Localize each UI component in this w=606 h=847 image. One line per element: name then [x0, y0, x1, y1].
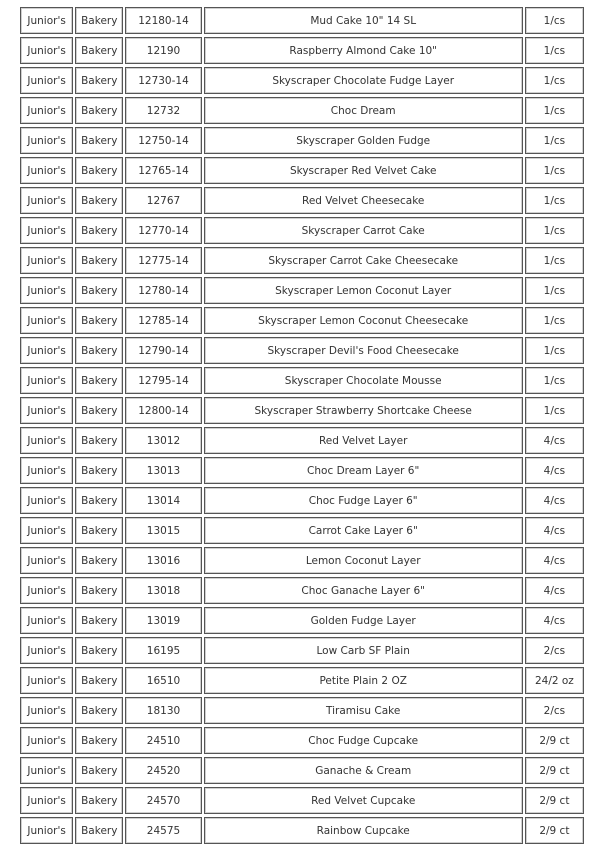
item-number-cell: 13015: [125, 517, 201, 544]
category-cell: Bakery: [75, 337, 123, 364]
description-cell: Skyscraper Strawberry Shortcake Cheese: [204, 397, 523, 424]
item-number-cell: 24575: [125, 817, 201, 844]
table-row: [20, 247, 584, 274]
pack-size-cell: 2/cs: [525, 697, 584, 724]
pack-size-cell: 1/cs: [525, 277, 584, 304]
table-row: [20, 397, 584, 424]
item-number-cell: 12730-14: [125, 67, 201, 94]
table-row: [20, 427, 584, 454]
description-cell: Skyscraper Carrot Cake: [204, 217, 523, 244]
category-cell: Bakery: [75, 487, 123, 514]
category-cell: Bakery: [75, 697, 123, 724]
category-cell: Bakery: [75, 607, 123, 634]
brand-cell: Junior's: [20, 67, 73, 94]
category-cell: Bakery: [75, 757, 123, 784]
table-row: [20, 817, 584, 844]
category-cell: Bakery: [75, 37, 123, 64]
description-cell: Skyscraper Chocolate Mousse: [204, 367, 523, 394]
description-cell: Tiramisu Cake: [204, 697, 523, 724]
item-number-cell: 13012: [125, 427, 201, 454]
item-number-cell: 13019: [125, 607, 201, 634]
category-cell: Bakery: [75, 457, 123, 484]
pack-size-cell: 1/cs: [525, 307, 584, 334]
description-cell: Carrot Cake Layer 6": [204, 517, 523, 544]
pack-size-cell: 1/cs: [525, 97, 584, 124]
description-cell: Skyscraper Chocolate Fudge Layer: [204, 67, 523, 94]
description-cell: Petite Plain 2 OZ: [204, 667, 523, 694]
table-row: [20, 667, 584, 694]
brand-cell: Junior's: [20, 637, 73, 664]
brand-cell: Junior's: [20, 667, 73, 694]
item-number-cell: 16195: [125, 637, 201, 664]
pack-size-cell: 2/9 ct: [525, 757, 584, 784]
pack-size-cell: 4/cs: [525, 577, 584, 604]
pack-size-cell: 4/cs: [525, 457, 584, 484]
brand-cell: Junior's: [20, 547, 73, 574]
pack-size-cell: 1/cs: [525, 187, 584, 214]
category-cell: Bakery: [75, 667, 123, 694]
table-row: [20, 67, 584, 94]
category-cell: Bakery: [75, 217, 123, 244]
description-cell: Choc Dream Layer 6": [204, 457, 523, 484]
item-number-cell: 24510: [125, 727, 201, 754]
item-number-cell: 12785-14: [125, 307, 201, 334]
description-cell: Mud Cake 10" 14 SL: [204, 7, 523, 34]
table-row: [20, 787, 584, 814]
description-cell: Skyscraper Golden Fudge: [204, 127, 523, 154]
item-number-cell: 12790-14: [125, 337, 201, 364]
brand-cell: Junior's: [20, 577, 73, 604]
brand-cell: Junior's: [20, 397, 73, 424]
table-row: [20, 727, 584, 754]
description-cell: Choc Ganache Layer 6": [204, 577, 523, 604]
table-row: [20, 637, 584, 664]
pack-size-cell: 4/cs: [525, 607, 584, 634]
brand-cell: Junior's: [20, 607, 73, 634]
table-row: [20, 7, 584, 34]
brand-cell: Junior's: [20, 217, 73, 244]
category-cell: Bakery: [75, 7, 123, 34]
pack-size-cell: 1/cs: [525, 217, 584, 244]
description-cell: Choc Fudge Layer 6": [204, 487, 523, 514]
description-cell: Choc Dream: [204, 97, 523, 124]
description-cell: Golden Fudge Layer: [204, 607, 523, 634]
description-cell: Skyscraper Lemon Coconut Cheesecake: [204, 307, 523, 334]
description-cell: Low Carb SF Plain: [204, 637, 523, 664]
pack-size-cell: 1/cs: [525, 397, 584, 424]
brand-cell: Junior's: [20, 97, 73, 124]
table-row: [20, 157, 584, 184]
brand-cell: Junior's: [20, 337, 73, 364]
table-row: [20, 337, 584, 364]
pack-size-cell: 1/cs: [525, 67, 584, 94]
category-cell: Bakery: [75, 247, 123, 274]
description-cell: Skyscraper Lemon Coconut Layer: [204, 277, 523, 304]
pack-size-cell: 4/cs: [525, 427, 584, 454]
table-row: [20, 517, 584, 544]
brand-cell: Junior's: [20, 517, 73, 544]
category-cell: Bakery: [75, 787, 123, 814]
description-cell: Red Velvet Layer: [204, 427, 523, 454]
pack-size-cell: 1/cs: [525, 157, 584, 184]
description-cell: Skyscraper Devil's Food Cheesecake: [204, 337, 523, 364]
brand-cell: Junior's: [20, 157, 73, 184]
item-number-cell: 13014: [125, 487, 201, 514]
brand-cell: Junior's: [20, 307, 73, 334]
item-number-cell: 13018: [125, 577, 201, 604]
product-table-body: [20, 7, 584, 844]
table-row: [20, 607, 584, 634]
item-number-cell: 12750-14: [125, 127, 201, 154]
table-row: [20, 457, 584, 484]
category-cell: Bakery: [75, 547, 123, 574]
category-cell: Bakery: [75, 67, 123, 94]
brand-cell: Junior's: [20, 457, 73, 484]
pack-size-cell: 1/cs: [525, 37, 584, 64]
category-cell: Bakery: [75, 397, 123, 424]
description-cell: Red Velvet Cheesecake: [204, 187, 523, 214]
brand-cell: Junior's: [20, 727, 73, 754]
item-number-cell: 12775-14: [125, 247, 201, 274]
brand-cell: Junior's: [20, 7, 73, 34]
brand-cell: Junior's: [20, 247, 73, 274]
table-row: [20, 307, 584, 334]
brand-cell: Junior's: [20, 697, 73, 724]
pack-size-cell: 1/cs: [525, 7, 584, 34]
description-cell: Red Velvet Cupcake: [204, 787, 523, 814]
brand-cell: Junior's: [20, 367, 73, 394]
product-table: [18, 4, 586, 847]
table-row: [20, 487, 584, 514]
description-cell: Rainbow Cupcake: [204, 817, 523, 844]
pack-size-cell: 1/cs: [525, 337, 584, 364]
category-cell: Bakery: [75, 427, 123, 454]
item-number-cell: 24520: [125, 757, 201, 784]
pack-size-cell: 1/cs: [525, 127, 584, 154]
item-number-cell: 12765-14: [125, 157, 201, 184]
pack-size-cell: 2/9 ct: [525, 727, 584, 754]
item-number-cell: 12732: [125, 97, 201, 124]
table-row: [20, 757, 584, 784]
item-number-cell: 16510: [125, 667, 201, 694]
pack-size-cell: 2/cs: [525, 637, 584, 664]
brand-cell: Junior's: [20, 187, 73, 214]
item-number-cell: 13013: [125, 457, 201, 484]
item-number-cell: 12770-14: [125, 217, 201, 244]
description-cell: Skyscraper Carrot Cake Cheesecake: [204, 247, 523, 274]
pack-size-cell: 1/cs: [525, 247, 584, 274]
pack-size-cell: 2/9 ct: [525, 787, 584, 814]
pack-size-cell: 4/cs: [525, 517, 584, 544]
brand-cell: Junior's: [20, 787, 73, 814]
description-cell: Raspberry Almond Cake 10": [204, 37, 523, 64]
table-row: [20, 547, 584, 574]
brand-cell: Junior's: [20, 817, 73, 844]
item-number-cell: 18130: [125, 697, 201, 724]
brand-cell: Junior's: [20, 427, 73, 454]
description-cell: Ganache & Cream: [204, 757, 523, 784]
item-number-cell: 24570: [125, 787, 201, 814]
pack-size-cell: 2/9 ct: [525, 817, 584, 844]
pack-size-cell: 4/cs: [525, 547, 584, 574]
category-cell: Bakery: [75, 157, 123, 184]
pack-size-cell: 24/2 oz: [525, 667, 584, 694]
category-cell: Bakery: [75, 187, 123, 214]
description-cell: Choc Fudge Cupcake: [204, 727, 523, 754]
table-row: [20, 277, 584, 304]
category-cell: Bakery: [75, 127, 123, 154]
item-number-cell: 12190: [125, 37, 201, 64]
item-number-cell: 12800-14: [125, 397, 201, 424]
description-cell: Lemon Coconut Layer: [204, 547, 523, 574]
category-cell: Bakery: [75, 727, 123, 754]
category-cell: Bakery: [75, 277, 123, 304]
product-table-container: [20, 7, 588, 844]
brand-cell: Junior's: [20, 487, 73, 514]
item-number-cell: 12795-14: [125, 367, 201, 394]
category-cell: Bakery: [75, 97, 123, 124]
category-cell: Bakery: [75, 517, 123, 544]
table-row: [20, 187, 584, 214]
description-cell: Skyscraper Red Velvet Cake: [204, 157, 523, 184]
category-cell: Bakery: [75, 637, 123, 664]
table-row: [20, 217, 584, 244]
table-row: [20, 127, 584, 154]
pack-size-cell: 1/cs: [525, 367, 584, 394]
item-number-cell: 12180-14: [125, 7, 201, 34]
item-number-cell: 12767: [125, 187, 201, 214]
brand-cell: Junior's: [20, 127, 73, 154]
category-cell: Bakery: [75, 367, 123, 394]
brand-cell: Junior's: [20, 37, 73, 64]
category-cell: Bakery: [75, 817, 123, 844]
pack-size-cell: 4/cs: [525, 487, 584, 514]
table-row: [20, 367, 584, 394]
item-number-cell: 12780-14: [125, 277, 201, 304]
item-number-cell: 13016: [125, 547, 201, 574]
table-row: [20, 97, 584, 124]
table-row: [20, 577, 584, 604]
category-cell: Bakery: [75, 577, 123, 604]
category-cell: Bakery: [75, 307, 123, 334]
brand-cell: Junior's: [20, 757, 73, 784]
table-row: [20, 37, 584, 64]
brand-cell: Junior's: [20, 277, 73, 304]
table-row: [20, 697, 584, 724]
